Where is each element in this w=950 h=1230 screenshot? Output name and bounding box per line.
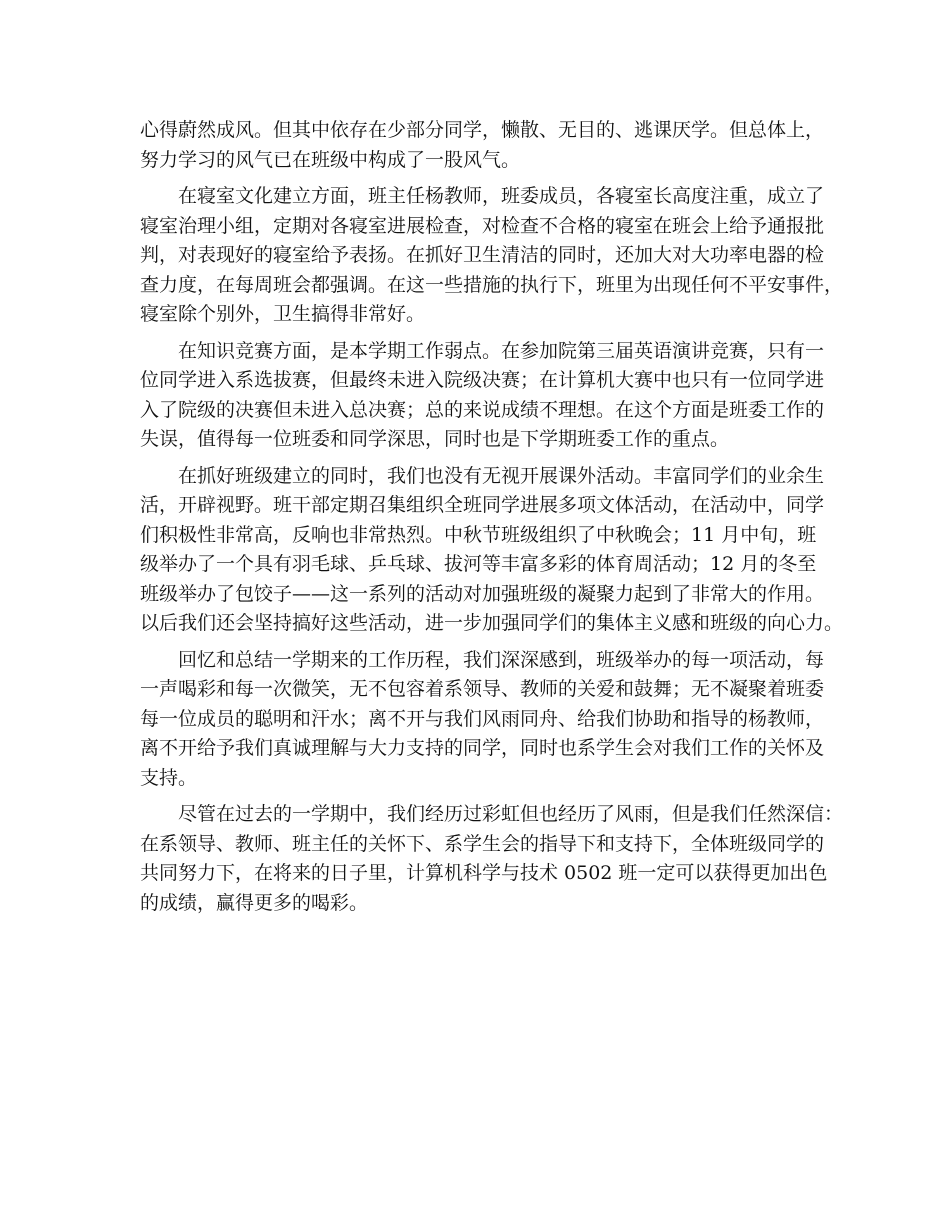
text-line: 一声喝彩和每一次微笑，无不包容着系领导、教师的关爱和鼓舞；无不凝聚着班委: [140, 678, 825, 700]
text-line: 在知识竞赛方面，是本学期工作弱点。在参加院第三届英语演讲竞赛，只有一: [178, 339, 825, 362]
text-line: 判，对表现好的寝室给予表扬。在抓好卫生清洁的同时，还加大对大功率电器的检: [140, 244, 825, 266]
text-line: 尽管在过去的一学期中，我们经历过彩虹但也经历了风雨，但是我们任然深信：: [178, 803, 844, 825]
text-line: 心得蔚然成风。但其中依存在少部分同学，懒散、无目的、逃课厌学。但总体上，: [140, 119, 825, 141]
text-line: 在抓好班级建立的同时，我们也没有无视开展课外活动。丰富同学们的业余生: [178, 464, 825, 487]
paragraph: [140, 462, 844, 639]
text-line: 离不开给予我们真诚理解与大力支持的同学，同时也系学生会对我们工作的关怀及: [140, 737, 825, 759]
text-line: 活，开辟视野。班干部定期召集组织全班同学进展多项文体活动，在活动中，同学: [140, 494, 825, 516]
paragraph: [140, 116, 830, 175]
text-line: 寝室治理小组，定期对各寝室进展检查，对检查不合格的寝室在班会上给予通报批: [140, 214, 825, 237]
text-line: 查力度，在每周班会都强调。在这一些措施的执行下，班里为出现任何不平安事件，: [140, 273, 844, 296]
paragraph: [140, 646, 830, 794]
text-line: 入了院级的决赛但未进入总决赛；总的来说成绩不理想。在这个方面是班委工作的: [140, 398, 825, 421]
paragraph: [140, 337, 830, 455]
text-line: 每一位成员的聪明和汗水；离不开与我们风雨同舟、给我们协助和指导的杨教师，: [140, 707, 825, 730]
text-line: 失误，值得每一位班委和同学深思，同时也是下学期班委工作的重点。: [140, 428, 730, 450]
text-line: 级举办了一个具有羽毛球、乒乓球、拔河等丰富多彩的体育周活动；12 月的冬至: [140, 553, 817, 575]
text-line: 回忆和总结一学期来的工作历程，我们深深感到，班级举办的每一项活动，每: [178, 648, 825, 671]
text-line: 的成绩，赢得更多的喝彩。: [140, 891, 369, 914]
text-line: 支持。: [140, 766, 198, 789]
document-body: [140, 116, 844, 918]
text-line: 在系领导、教师、班主任的关怀下、系学生会的指导下和支持下，全体班级同学的: [140, 832, 825, 855]
paragraph: [140, 182, 844, 330]
text-line: 共同努力下，在将来的日子里，计算机科学与技术 0502 班一定可以获得更加出色: [140, 862, 828, 884]
text-line: 以后我们还会坚持搞好这些活动，进一步加强同学们的集体主义感和班级的向心力。: [140, 612, 844, 634]
text-line: 班级举办了包饺子——这一系列的活动对加强班级的凝聚力起到了非常大的作用。: [140, 582, 825, 605]
paragraph: [140, 800, 844, 918]
text-line: 位同学进入系选拔赛，但最终未进入院级决赛；在计算机大赛中也只有一位同学进: [140, 369, 825, 391]
text-line: 在寝室文化建立方面，班主任杨教师，班委成员，各寝室长高度注重，成立了: [178, 185, 825, 207]
text-line: 们积极性非常高，反响也非常热烈。中秋节班级组织了中秋晚会；11 月中旬，班: [140, 523, 817, 546]
text-line: 努力学习的风气已在班级中构成了一股风气。: [140, 148, 521, 171]
text-line: 寝室除个别外，卫生搞得非常好。: [140, 303, 426, 325]
